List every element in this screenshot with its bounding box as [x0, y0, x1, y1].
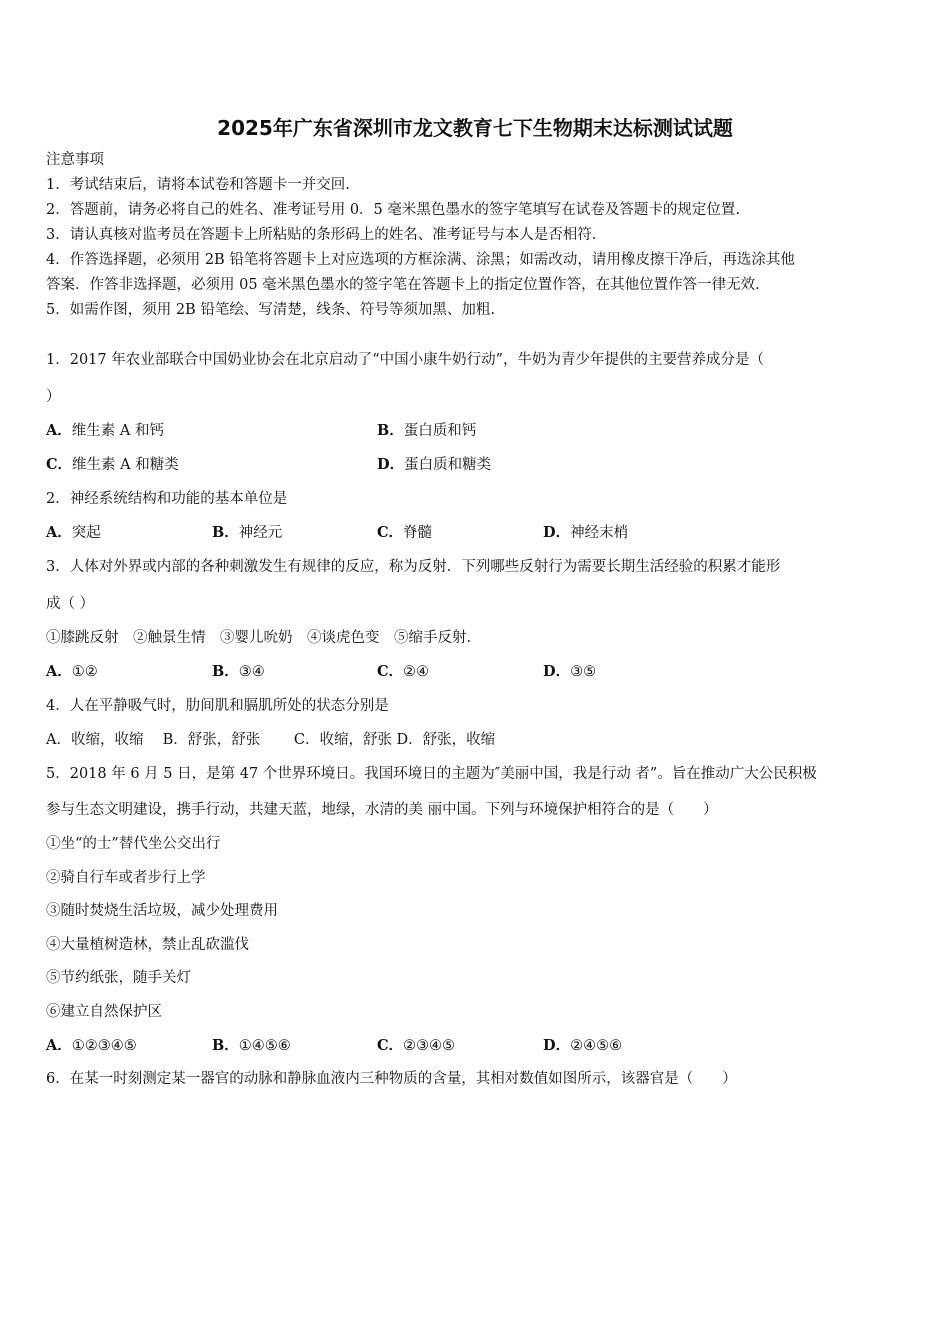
- q3-option-a: A．①②: [46, 663, 98, 680]
- q4-stem: 4．人在平静吸气时，肋间肌和膈肌所处的状态分别是: [46, 698, 389, 714]
- notice-heading: 注意事项: [46, 152, 104, 168]
- q4-options: A．收缩，收缩 B．舒张，舒张 C．收缩，舒张 D．舒张，收缩: [46, 732, 496, 748]
- page-title: 2025年广东省深圳市龙文教育七下生物期末达标测试试题: [217, 116, 733, 140]
- q2-option-b: B．神经元: [212, 524, 283, 541]
- q1-stem-line1: 1．2017 年农业部联合中国奶业协会在北京启动了“中国小康牛奶行动”，牛奶为青少年提供的主要营养成分是（: [46, 352, 765, 368]
- q1-stem-line2: ）: [46, 389, 61, 405]
- q5-option-c: C．②③④⑤: [377, 1037, 456, 1054]
- q5-item: ⑤节约纸张，随手关灯: [46, 970, 191, 986]
- q5-item: ②骑自行车或者步行上学: [46, 870, 206, 886]
- q5-item: ①坐“的士”替代坐公交出行: [46, 836, 221, 852]
- q6-stem: 6．在某一时刻测定某一器官的动脉和静脉血液内三种物质的含量，其相对数值如图所示，该器官是（ ）: [46, 1071, 737, 1087]
- q1-option-b: B．蛋白质和钙: [377, 422, 477, 439]
- q5-stem-line1: 5．2018 年 6 月 5 日，是第 47 个世界环境日。我国环境日的主题为″美丽中国，我是行动 者”。旨在推动广大公民积极: [46, 766, 817, 782]
- q1-option-d: D．蛋白质和糖类: [377, 456, 492, 473]
- q2-option-d: D．神经末梢: [543, 524, 629, 541]
- notice-item: 3．请认真核对监考员在答题卡上所粘贴的条形码上的姓名、准考证号与本人是否相符.: [46, 227, 597, 243]
- q2-stem: 2．神经系统结构和功能的基本单位是: [46, 491, 288, 507]
- q3-items: ①膝跳反射 ②触景生情 ③婴儿吮奶 ④谈虎色变 ⑤缩手反射.: [46, 630, 472, 646]
- q1-option-c: C．维生素 A 和糖类: [46, 456, 179, 473]
- q5-option-a: A．①②③④⑤: [46, 1037, 137, 1054]
- notice-item: 1．考试结束后，请将本试卷和答题卡一并交回.: [46, 177, 350, 193]
- q5-option-d: D．②④⑤⑥: [543, 1037, 623, 1054]
- q5-item: ④大量植树造林，禁止乱砍滥伐: [46, 937, 249, 953]
- notice-item: 2．答题前，请务必将自己的姓名、准考证号用 0．5 毫米黑色墨水的签字笔填写在试卷及答题卡的规定位置.: [46, 202, 740, 218]
- notice-item: 答案．作答非选择题，必须用 05 毫米黑色墨水的签字笔在答题卡上的指定位置作答，在其他位置作答一律无效.: [46, 277, 760, 293]
- q5-item: ③随时焚烧生活垃圾，减少处理费用: [46, 903, 278, 919]
- q3-option-d: D．③⑤: [543, 663, 597, 680]
- q3-option-b: B．③④: [212, 663, 265, 680]
- q5-option-b: B．①④⑤⑥: [212, 1037, 291, 1054]
- q3-option-c: C．②④: [377, 663, 430, 680]
- q2-option-c: C．脊髓: [377, 524, 433, 541]
- q1-option-a: A．维生素 A 和钙: [46, 422, 164, 439]
- notice-item: 5．如需作图，须用 2B 铅笔绘、写清楚，线条、符号等须加黑、加粗.: [46, 302, 495, 318]
- q2-option-a: A．突起: [46, 524, 101, 541]
- q5-item: ⑥建立自然保护区: [46, 1004, 162, 1020]
- q5-stem-line2: 参与生态文明建设，携手行动，共建天蓝，地绿，水清的美 丽中国。下列与环境保护相符合的是（ ）: [46, 802, 718, 818]
- q3-stem-line1: 3．人体对外界或内部的各种刺激发生有规律的反应，称为反射．下列哪些反射行为需要长期生活经验的积累才能形: [46, 559, 781, 575]
- q3-stem-line2: 成（ ）: [46, 596, 95, 612]
- notice-item: 4．作答选择题，必须用 2B 铅笔将答题卡上对应选项的方框涂满、涂黑；如需改动，请用橡皮擦干净后，再选涂其他: [46, 252, 795, 268]
